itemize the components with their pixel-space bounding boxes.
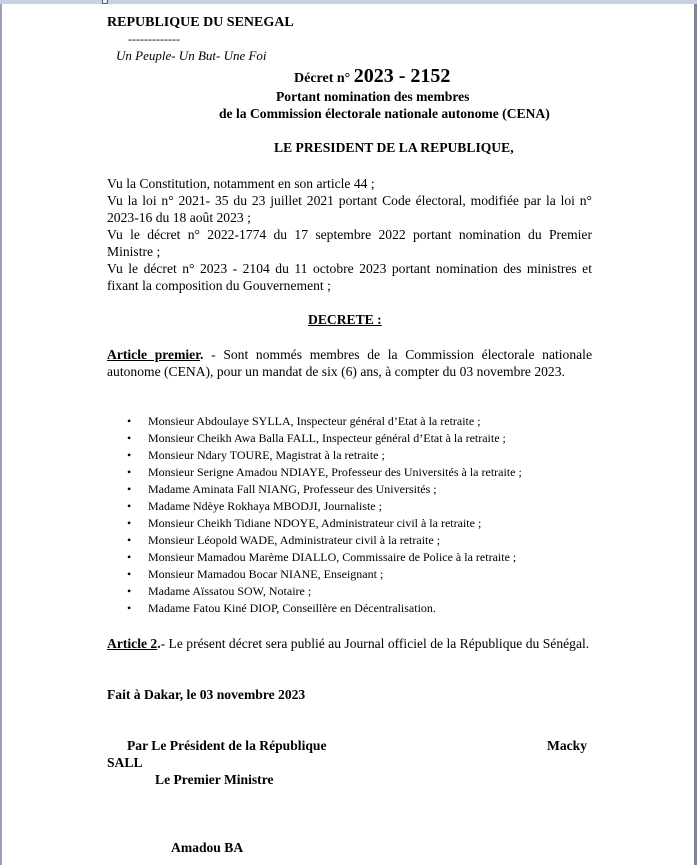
member-text: Monsieur Serigne Amadou NDIAYE, Professeur des Universités à la retraite ; — [148, 465, 522, 479]
list-item — [127, 549, 522, 566]
members-list — [127, 413, 522, 617]
decree-prefix: Décret n° — [294, 71, 351, 86]
president-first-name: Macky — [547, 738, 588, 753]
member-text: Madame Aminata Fall NIANG, Professeur des Universités ; — [148, 482, 437, 496]
bullet-icon: • — [127, 414, 132, 428]
list-item — [127, 464, 522, 481]
authority-heading: LE PRESIDENT DE LA REPUBLIQUE, — [274, 140, 514, 155]
bullet-icon: • — [127, 482, 132, 496]
country-name: REPUBLIQUE DU SENEGAL — [107, 15, 294, 30]
member-text: Monsieur Cheikh Tidiane NDOYE, Administrateur civil à la retraite ; — [148, 516, 482, 530]
decree-title — [294, 64, 450, 91]
done-at: Fait à Dakar, le 03 novembre 2023 — [107, 687, 306, 702]
by-president: Par Le Président de la République — [127, 738, 327, 753]
bullet-icon: • — [127, 601, 132, 615]
list-item — [127, 430, 522, 447]
article-premier-text: - Sont nommés membres de la Commission électorale nationale autonome (CENA), pour un mandat de six (6) ans, à compter du 03 novembre 2023. — [107, 347, 592, 379]
bullet-icon: • — [127, 567, 132, 581]
visa-item: Vu le décret n° 2022-1774 du 17 septembre 2022 portant nomination du Premier Ministre ; — [107, 227, 592, 259]
visa-item: Vu le décret n° 2023 - 2104 du 11 octobre 2023 portant nomination des ministres et fixant la composition du Gouvernement ; — [107, 261, 592, 293]
list-item — [127, 498, 522, 515]
bullet-icon: • — [127, 533, 132, 547]
member-text: Monsieur Abdoulaye SYLLA, Inspecteur général d’Etat à la retraite ; — [148, 414, 481, 428]
member-text: Madame Fatou Kiné DIOP, Conseillère en Décentralisation. — [148, 601, 436, 615]
list-item — [127, 583, 522, 600]
motto: Un Peuple- Un But- Une Foi — [116, 48, 267, 63]
member-text: Madame Aïssatou SOW, Notaire ; — [148, 584, 312, 598]
president-last-name: SALL — [107, 755, 143, 770]
list-item — [127, 566, 522, 583]
list-item — [127, 413, 522, 430]
article-premier-label: Article premier — [107, 347, 200, 362]
bullet-icon: • — [127, 499, 132, 513]
page-left-edge — [0, 4, 2, 865]
decree-subtitle-line2: de la Commission électorale nationale autonome (CENA) — [219, 106, 550, 121]
article-2-text: - Le présent décret sera publié au Journal officiel de la République du Sénégal. — [160, 636, 590, 651]
article-premier — [107, 346, 592, 380]
bullet-icon: • — [127, 448, 132, 462]
member-text: Monsieur Cheikh Awa Balla FALL, Inspecteur général d’Etat à la retraite ; — [148, 431, 506, 445]
visa-item: Vu la Constitution, notamment en son article 44 ; — [107, 176, 375, 191]
prime-minister-title: Le Premier Ministre — [155, 772, 274, 787]
article-premier-dot: . — [200, 347, 204, 362]
bullet-icon: • — [127, 431, 132, 445]
decree-number: 2023 - 2152 — [353, 65, 451, 87]
article-2 — [107, 635, 592, 652]
member-text: Monsieur Léopold WADE, Administrateur civil à la retraite ; — [148, 533, 441, 547]
list-item — [127, 532, 522, 549]
list-item — [127, 600, 522, 617]
article-2-dot: . — [157, 636, 161, 651]
decree-subtitle-line1: Portant nomination des membres — [276, 89, 470, 104]
member-text: Monsieur Ndary TOURE, Magistrat à la retraite ; — [148, 448, 385, 462]
member-text: Monsieur Mamadou Bocar NIANE, Enseignant ; — [148, 567, 384, 581]
bullet-icon: • — [127, 584, 132, 598]
list-item — [127, 515, 522, 532]
visa-item: Vu la loi n° 2021- 35 du 23 juillet 2021 portant Code électoral, modifiée par la loi n° 2023-16 du 18 août 2023 ; — [107, 193, 592, 225]
member-text: Madame Ndèye Rokhaya MBODJI, Journaliste ; — [148, 499, 382, 513]
list-item — [127, 447, 522, 464]
bullet-icon: • — [127, 516, 132, 530]
bullet-icon: • — [127, 465, 132, 479]
prime-minister-name: Amadou BA — [171, 840, 244, 855]
list-item — [127, 481, 522, 498]
article-2-label: Article 2 — [107, 636, 158, 651]
visas — [107, 175, 592, 294]
header-separator: ------------- — [128, 32, 180, 46]
bullet-icon: • — [127, 550, 132, 564]
decrete-heading: DECRETE : — [308, 312, 382, 327]
member-text: Monsieur Mamadou Marème DIALLO, Commissaire de Police à la retraite ; — [148, 550, 517, 564]
ruler-marker[interactable] — [102, 0, 108, 4]
